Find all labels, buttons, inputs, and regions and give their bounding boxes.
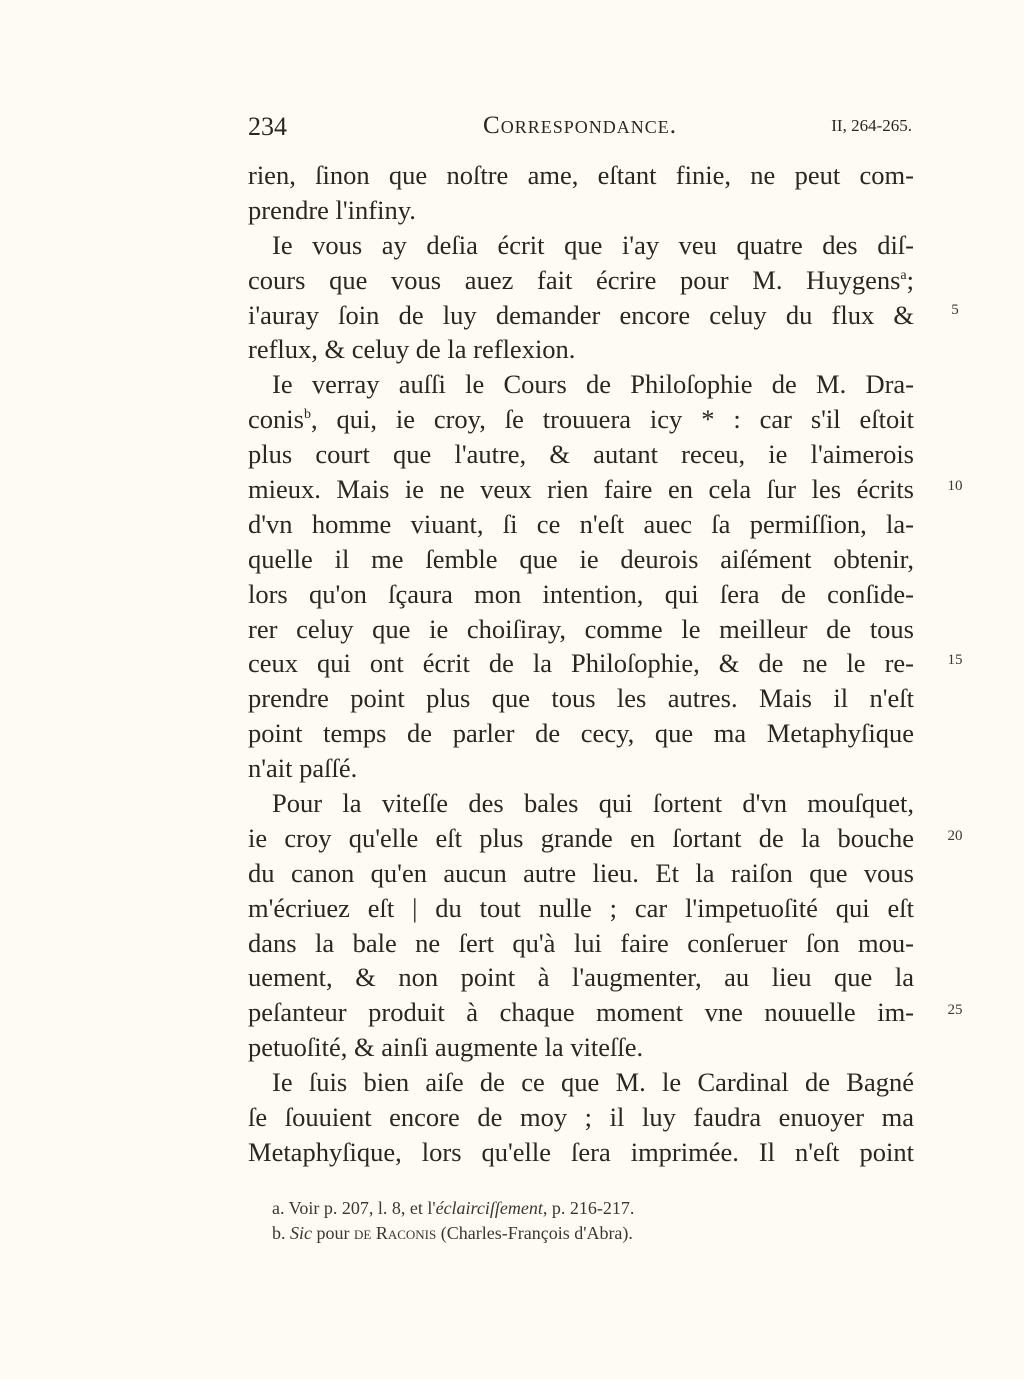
volume-reference: II, 264-265. — [831, 116, 912, 135]
line-number: 20 — [947, 828, 963, 844]
text-line: rer celuy que ie choiſiray, comme le meilleur de tous — [248, 613, 914, 644]
line-number: 25 — [947, 1002, 963, 1018]
letter-text — [248, 158, 914, 1170]
text-line: Ie ſuis bien aiſe de ce que M. le Cardinal de Bagné — [272, 1067, 914, 1098]
text-line: Pour la viteſſe des bales qui ſortent d'vn mouſquet, — [272, 788, 914, 819]
text-line: cours que vous auez fait écrire pour M. Huygens$^a$; — [248, 264, 914, 295]
text-line: mieux. Mais ie ne veux rien faire en cela ſur les écrits — [248, 474, 914, 505]
page-number: 234 — [248, 112, 287, 141]
text-line: n'ait paſſé. — [248, 753, 358, 784]
text-line: du canon qu'en aucun autre lieu. Et la raiſon que vous — [248, 857, 914, 888]
footnote-a: a. Voir p. 207, l. 8, et l'éclairciſſement, p. 216-217. — [272, 1198, 635, 1218]
text-line: ceux qui ont écrit de la Philoſophie, & de ne le re- — [248, 648, 914, 679]
text-line: prendre point plus que tous les autres. Mais il n'eſt — [248, 683, 914, 714]
text-line: m'écriuez eſt | du tout nulle ; car l'impetuoſité qui eſt — [248, 892, 914, 923]
text-line: Ie verray auſſi le Cours de Philoſophie de M. Dra- — [272, 369, 914, 400]
footnote-b: b. Sic pour de Raconis (Charles-François d'Abra). — [272, 1223, 633, 1243]
text-line: prendre l'infiny. — [248, 194, 416, 225]
text-line: dans la bale ne ſert qu'à lui faire conſeruer ſon mou- — [248, 927, 914, 958]
line-number: 15 — [947, 652, 963, 668]
footnotes — [272, 1196, 892, 1246]
text-line: reflux, & celuy de la reflexion. — [248, 334, 576, 365]
text-line: Ie vous ay deſia écrit que i'ay veu quatre des diſ- — [272, 229, 914, 260]
running-title: Correspondance. — [483, 112, 677, 139]
text-line: ſe ſouuient encore de moy ; il luy faudra enuoyer ma — [248, 1102, 914, 1133]
text-line: peſanteur produit à chaque moment vne nouuelle im- — [248, 997, 914, 1028]
text-line: ie croy qu'elle eſt plus grande en ſortant de la bouche — [248, 822, 914, 853]
line-number: 10 — [947, 478, 963, 494]
footnote-marker-b[interactable]: b — [303, 407, 311, 423]
text-line: lors qu'on ſçaura mon intention, qui ſera de conſide- — [248, 578, 914, 609]
text-line: d'vn homme viuant, ſi ce n'eſt auec ſa permiſſion, la- — [248, 508, 914, 539]
text-line: Metaphyſique, lors qu'elle ſera imprimée. Il n'eſt point — [248, 1136, 914, 1167]
footnote-marker-a[interactable]: a — [900, 267, 907, 283]
text-line: rien, ſinon que noſtre ame, eſtant finie, ne peut com- — [248, 160, 914, 190]
line-number: 5 — [951, 302, 959, 318]
text-line: quelle il me ſemble que ie deurois aiſément obtenir, — [248, 543, 914, 574]
text-line: point temps de parler de cecy, que ma Metaphyſique — [248, 718, 914, 749]
running-header — [248, 112, 912, 142]
text-line: conis$^b$, qui, ie croy, ſe trouuera icy * : car s'il eſtoit — [248, 404, 914, 435]
text-line: uement, & non point à l'augmenter, au lieu que la — [248, 962, 914, 993]
text-line: petuoſité, & ainſi augmente la viteſſe. — [248, 1032, 644, 1063]
text-line: plus court que l'autre, & autant receu, ie l'aimerois — [248, 439, 914, 470]
text-line: i'auray ſoin de luy demander encore celuy du flux & — [248, 299, 914, 330]
